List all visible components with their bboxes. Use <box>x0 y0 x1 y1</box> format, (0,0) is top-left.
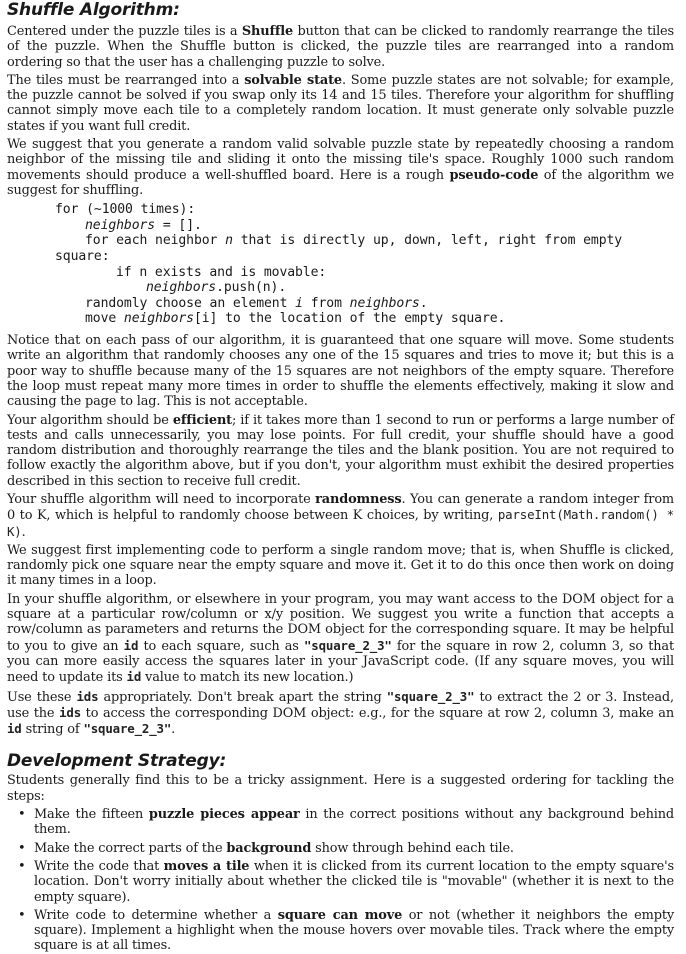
pseudo-line: for each neighbor n that is directly up, down, left, right from empty <box>85 233 623 249</box>
pseudo-line: square: <box>55 249 110 265</box>
paragraph-single-move: We suggest first implementing code to perform a single random move; that is, when Shuffle is clicked, randomly pick one square near the empty square and move it. Get it to do this once then work on doing it many times in a loop. <box>7 542 674 589</box>
inline-code: parseInt(Math.random() * K) <box>7 507 674 539</box>
section-heading-shuffle: Shuffle Algorithm: <box>7 0 180 20</box>
inline-code: id <box>126 669 142 685</box>
paragraph-suggestion: We suggest that you generate a random valid solvable puzzle state by repeatedly choosing a random neighbor of the missing tile and sliding it onto the missing tile's space. Roughly 1000 such random movements should produce a well-shuffled board. Here is a rough pseudo-code of the algorithm we suggest for shuffling. <box>7 137 674 198</box>
list-item: • Make the fifteen puzzle pieces appear in the correct positions without any background behind them. <box>18 807 675 838</box>
pseudo-line: if n exists and is movable: <box>116 264 327 280</box>
paragraph-intro: Students generally find this to be a tricky assignment. Here is a suggested ordering for tackling the steps: <box>7 773 674 804</box>
bullet-icon: • <box>18 840 26 856</box>
inline-code: ids <box>76 688 99 704</box>
inline-code: id <box>7 721 22 737</box>
inline-code: "square_2_3" <box>83 721 172 737</box>
bullet-icon: • <box>18 858 26 874</box>
list-item: • Write code to determine whether a square can move or not (whether it neighbors the empty square). Implement a highlight when the mouse hovers over movable tiles. Track where the empty square is at all times. <box>18 907 674 954</box>
paragraph-dom-access: In your shuffle algorithm, or elsewhere in your program, you may want access to the DOM object for a square at a particular row/column or x/y position. We suggest you write a function that accepts a row/column as parameters and returns the DOM object for the corresponding square. It may be helpful to you to give an id to each square, such as "square_2_3" for the square in row 2, column 3, so that you can more easily access the squares later in your JavaScript code. (If any square moves, you will need to update its id value to match its new location.) <box>7 591 674 686</box>
pseudo-code-block <box>55 202 674 327</box>
paragraph-randomness: Your shuffle algorithm will need to incorporate randomness. You can generate a random integer from 0 to K, which is helpful to randomly choose between K choices, by writing, parseInt(Math.random() * K). <box>7 491 674 540</box>
paragraph-use-ids: Use these ids appropriately. Don't break apart the string "square_2_3" to extract the 2 or 3. Instead, use the ids to access the corresponding DOM object: e.g., for the square at row 2, column 3, make an id string of "square_2_3". <box>7 688 674 738</box>
pseudo-line: move neighbors[i] to the location of the empty square. <box>85 311 506 327</box>
paragraph-solvable-state: The tiles must be rearranged into a solvable state. Some puzzle states are not solvable; for example, the puzzle cannot be solved if you swap only its 14 and 15 tiles. Therefore your algorithm for shuffling cannot simply move each tile to a completely random location. It must generate only solvable puzzle states if you want full credit. <box>7 72 674 134</box>
paragraph-efficient: Your algorithm should be efficient; if it takes more than 1 second to run or performs a large number of tests and calls unnecessarily, you may lose points. For full credit, your shuffle should have a good random distribution and thoroughly rearrange the tiles and the blank position. You are not required to follow exactly the algorithm above, but if you don't, your algorithm must exhibit the desired properties described in this section to receive full credit. <box>7 412 674 489</box>
inline-code: id <box>123 637 139 653</box>
pseudo-line: for (~1000 times): <box>55 202 196 218</box>
bullet-icon: • <box>18 807 26 823</box>
inline-code: "square_2_3" <box>303 637 392 653</box>
pseudo-line: neighbors.push(n). <box>146 280 287 296</box>
paragraph-shuffle-button: Centered under the puzzle tiles is a Shuffle button that can be clicked to randomly rearrange the tiles of the puzzle. When the Shuffle button is clicked, the puzzle tiles are rearranged into a random ordering so that the user has a challenging puzzle to solve. <box>7 24 674 70</box>
strategy-list <box>7 807 674 954</box>
inline-code: "square_2_3" <box>386 688 475 704</box>
bullet-icon: • <box>18 907 26 923</box>
list-item: • Make the correct parts of the background show through behind each tile. <box>18 840 514 856</box>
list-item: • Write the code that moves a tile when it is clicked from its current location to the empty square's location. Don't worry initially about whether the clicked tile is "movable" (whether it is next to the empty square). <box>18 858 674 905</box>
section-heading-development: Development Strategy: <box>7 751 227 772</box>
inline-code: ids <box>59 704 82 720</box>
pseudo-line: randomly choose an element i from neighbors. <box>85 295 428 311</box>
paragraph-notice: Notice that on each pass of our algorithm, it is guaranteed that one square will move. Some students write an algorithm that randomly chooses any one of the 15 squares and tries to move it; but this is a poor way to shuffle because many of the 15 squares are not neighbors of the empty square. Therefore the loop must repeat many more times in order to shuffle the elements effectively, making it slow and causing the page to lag. This is not acceptable. <box>7 333 674 410</box>
pseudo-line: neighbors = []. <box>85 217 202 233</box>
